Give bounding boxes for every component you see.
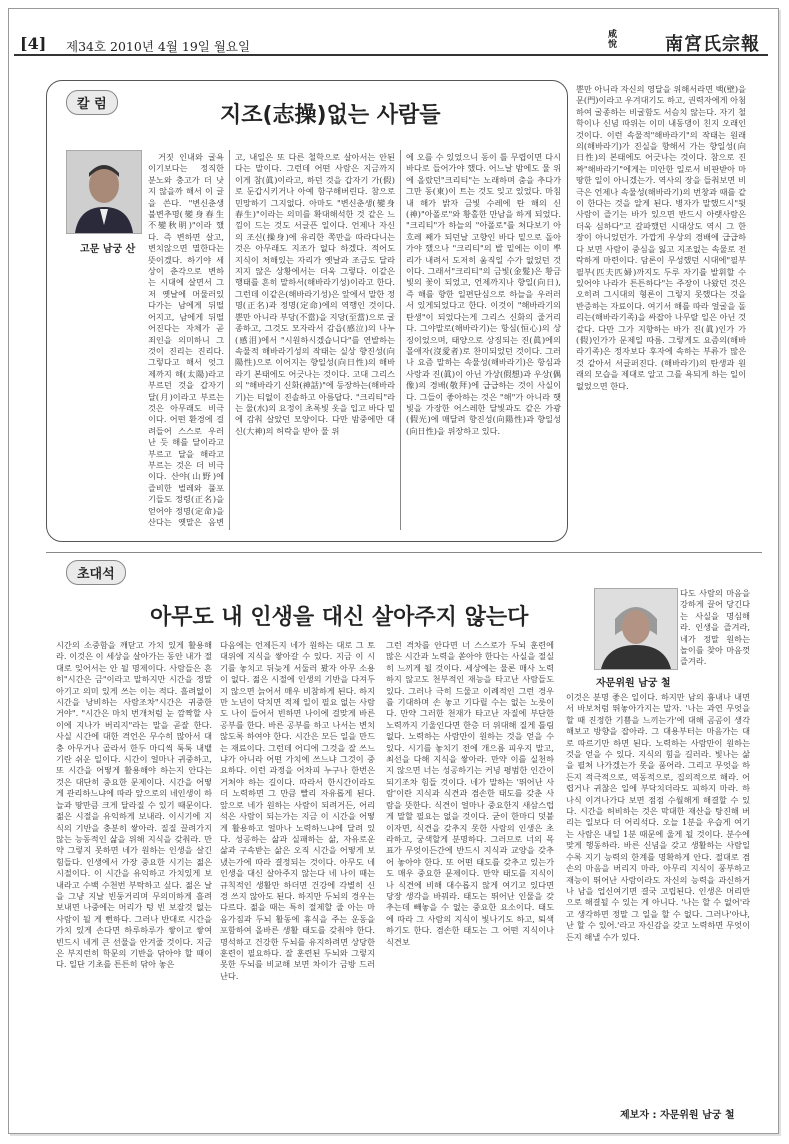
- issue-date: 제34호 2010년 4월 19일 월요일: [66, 39, 251, 54]
- masthead-small: 咸悅: [608, 30, 618, 50]
- column-text-col1: 거짓 인내와 굴욕이기보다는 정직한 분노와 충고가 더 낫지 않을까 해서 이 글을 쓴다. "변신춘생 불변추명(變身春生 不變秋明)"이라 했다. 즉 변하면 살고, 변치않으면 멸한다는 뜻이겠다. 하기야 세상이 춘각으로 변하는 시대에 살면서 그저 옛날에 머물러있다가는 남에게 뒤떨어지고, 남에게 뒤떨어진다는 자체가 곧 죄인을 의미하니 그것이 진리는 진리다. 그렇다고 해서 엇그제까지 해(太陽)라고 부르던 것을 갑자기 달(月)이라고 부르는 것은 아무래도 비극이다. 어떤 환경에 걸려들어 스스로 우러난 듯 해를 달이라고 부르고 달을 해라고 부르는 것은 더 비극이다. 산야(山野)에 즐비한 벌레와 풀포기들도 정령(正名)을 얻어야 정명(定命)을 산다는 옛말은 음변: [148, 152, 224, 527]
- masthead: 南宮氏宗報: [665, 34, 760, 55]
- column-text-col4: 뿐만 아니라 자신의 영달을 위해서라면 백(壁)을 문(門)이라고 우겨대기도 하고, 권력자에게 아첨하여 굴종하는 비굴함도 서슴치 않는다. 자기 철학이나 신념 따위는 이미 내동댕이 친지 오래인 것이다. 이런 속물적"해바라기"의 작태는 원래의(해바라기)가 진실을 향해서 가는 향일성(向日性)의 본태에도 어긋나는 것이다. 참으로 진짜"해바라기"에게는 미안한 일로서 비판받아 마땅한 일이 아니겠는가. 역사의 장을 들춰보면 비극은 언제나 속물성(해바라기)의 번창과 때를 같이 한다는 것을 알게 된다. 병자가 말했드시"뒷사람이 즐기는 바가 있으면 반드시 아랫사람은 더욱 심하다"고 갈파했던 시대상도 역시 그 한 장이 아니었던가. 가깝게 우상의 경배에 급급하다 보면 사람이 중심을 잃고 지조없는 속물로 전락하게 마련이다. 담론이 무성했던 시대에"필부필부(匹夫匹婦)까지도 두루 자기를 발휘할 수 있어야 나라가 튼튼하다"는 주장이 나왔던 것은 오히려 그시대의 형론이 그렇지 못했다는 것을 반증하는 자료이다. 여기서 해를 따라 얼굴을 돌리는(해바라기족)을 싸잡아 나무랄 일은 아닌 것 같다. 다만 그가 지향하는 바가 진(眞)인가 가(假)인가가 문제일 따름. 그렇게도 요즘의(해바라기족)은 정자보다 후자에 속하는 부류가 많은 것 같아서 서글퍼진다. (해바라기)의 탄생과 원래의 모습을 제대로 알고 그를 욕되게 하는 일이 없었으면 한다.: [576, 84, 746, 391]
- essay-tag: 초대석: [66, 560, 126, 585]
- essay-author-caption: 자문위원 남궁 철: [596, 678, 671, 689]
- essay-text-col4b: 이것은 분명 좋은 일이다. 하지만 남의 흉내나 내면서 바보처럼 뛰놓아가지는 말자. '나는 과연 무엇을 할 때 진정한 기쁨을 느끼는가'에 대해 곰곰이 생각해보고 방향을 잡아라. 그 대용부터는 마음가는 대로 따르기만 하면 된다. 노력하는 사람만이 원하는 것을 얻을 수 있다. 지식의 힘을 길러라. 빛나는 삶을 펼쳐 나가겠는가 못을 품어라. 그리고 무엇을 하든지 적극적으로, 역동적으로, 집의적으로 해라. 어렵거나 귀찮은 일에 부닥치더라도 피하지 마라. 하나식 이겨나가다 보면 점점 수월해게 해결할 수 있다. 시간을 허비하는 것은 막대한 재산을 탕진해 버리는 일보다 더 어리석다. 오늘 1분을 우습게 여기는 사람은 내일 1분 때문에 울게 될 것이다. 분수에 맞게 행동하라. 바른 신념을 갖고 생활하는 사람일수록 지기 능력의 한계를 명확하게 안다. 절대로 겸손의 마음을 버리지 마라, 아무리 지식이 풍부하고 재능이 뛰어난 사람이라도 자신의 능력을 과신하거나 남을 업신여기면 결국 고립된다. 인생은 머리만으로 해결될 수 있는 게 아니다. '나는 할 수 없어'라고 생각하면 정말 그 일을 할 수 없다. 그러나'아냐, 난 할 수 있어.'라고 자신감을 갖고 노력하면 무엇이든지 해낼 수가 있다.: [566, 692, 750, 942]
- column-title: 지조(志操)없는 사람들: [220, 103, 441, 128]
- essay-text-col1: 시간의 소중함을 깨닫고 가치 있게 활용해라. 이것은 이 세상을 살아가는 동안 내가 절대로 잊어서는 안 될 명제이다. 사람들은 흔히"시간은 금"이라고 말하지만 시간을 정말 아기고 의미 있게 쓰는 이는 적다. 흘려없이 시간을 낭비하는 사람조차"시간은 귀중한 거야". "시간은 마치 번개처럼 눈 깜짝할 사이에 지나가 버리지"라는 말을 곧잘 한다. 사실 시간에 대한 격언은 무수히 많아서 대충 아무거나 골라서 한두 마디씩 툭툭 내뱉기란 쉬운 일이다. 시간이 얼마나 귀중하고, 또 시간을 어떻게 활용해야 하는지 안다는 것은 대단히 중요한 문제이다. 시간을 어떻게 관리하느냐에 따라 앞으로의 네인생이 하늘과 땅만큼 크게 달라질 수 있기 때문이다. 젊은 시절을 유익하게 보내라. 이시기에 지식의 기반을 충분히 쌓아라. 질질 끌려가지 않는 능동적인 삶을 위해 지식을 갖춰라. 만약 그렇지 못하면 네가 원하는 인생을 살긴 힘들다. 인생에서 가장 중요한 시기는 젊은 시절이다. 이 시간을 유익하고 가치있게 보내라고 수백 수천번 부탁하고 싶다. 젊은 날을 그냥 지날 빈둥거리며 무의미하게 흘려 보내면 나중에는 머리가 텅 빈 보잘것 없는 사람이 될 게 뻔하다. 그러나 반대로 시간을 가치 있게 손다면 하루하루가 쌓이고 쌓여 빈드시 네게 큰 선물을 안겨줄 것이다. 지금은 부지런히 학문의 기반을 닦아야 할 때이다. 일단 기초를 튼튼히 닦아 놓은: [56, 640, 212, 970]
- column-author-caption: 고문 남궁 산: [80, 244, 136, 255]
- page-number: [4]: [20, 34, 47, 53]
- essay-text-col2: 다음에는 언제든지 네가 원하는 대로 그 토대위에 지식을 쌓아갈 수 있다. 지금 이 시기를 놓치고 뒤늦게 서둘러 봤자 아무 소용이 없다. 젊은 시절에 인생의 기반을 다져두지 않으면 늙어서 매우 비참하게 된다. 하지만 노년이 닥치면 적제 일이 필요 없는 사람도 나이 들어서 빈하면 나이에 걸맞게 바른 공부를 한다. 바른 공부를 하고 나서는 변치 않도록 하여야 한다. 시간은 모든 일을 만드는 재료이다. 그런데 어디에 그것을 잘 쓰느냐가 아니라 어떤 가치에 쓰느냐 그것이 중요하다. 이런 과정을 어차피 누구나 한번은 거쳐야 하는 길이다. 따라서 한시간이라도 더 노력하면 그 만큼 빨리 자유롭게 된다. 앞으로 네가 원하는 사람이 되려거든, 어리석은 사람이 되는가는 지금 이 시간을 어떻게 활용하고 얼마나 노력하느냐에 달려 있다. 성공하는 삶과 실패하는 삶, 자유로운 삶과 구속받는 삶은 오직 시간을 어떻게 보냈는가에 따라 결정되는 것이다. 아무도 네 인생을 대신 살아주지 않는다 네 나이 때는 규칙적인 생활만 하더면 건강에 각별히 신경 쓰지 않아도 된다. 하지만 두뇌의 경우는 다르다. 젊을 때는 특히 절제할 줄 아는 마음가짐과 두뇌 활동에 휴식을 주는 운동을 포함하여 올바른 생활 태도를 갖춰야 한다. 명석하고 건강한 두뇌를 유지하려면 상당한 훈련이 필요하다. 잘 훈련된 두뇌와 그렇지 못한 두뇌를 비교해 보면 차이가 금방 드러난다.: [220, 640, 375, 981]
- column-text-col2: 고, 내일은 또 다른 철학으로 살아서는 안된다는 말이다. 그런데 어떤 사람은 지금까지 이게 참(眞)이라고, 하던 것을 갑자기 가(假)로 둔갑시키거나 아예 함구해버린다. 참으로 민망하기 그지없다. 아마도 "변신춘생(變身春生)"이라는 의미를 확대해석한 것 같은 느낌이 드는 것도 서글픈 일이다. 언제나 자신의 조신(操身)에 유리한 쪽만을 따라다니는 것은 아무래도 지조가 없다 하겠다. 적어도 지식이 처해있는 자리가 옛날과 조금도 달라지지 않은 상황에서는 더욱 그렇다. 이같은 행태를 흔히 말하서(해바라기성)이라고 한다. 그런데 이같은(해바라기성)은 앞에서 말한 정명(正名)과 정명(定命)에의 역행인 것이다. 뿐만 아니라 부당(不當)을 지당(至當)으로 굴종하고, 그것도 모자라서 감읍(感泣)의 나누(感泪)에서 "시원하시겠습니다"를 연발하는 속물적 해바라기성의 작태는 실상 향진성(向陽性)으로 이어지는 향일성(向日性)의 해바라기 본태에도 어긋나는 것이다. 고대 그리스의 "해바라기 신화(神話)"에 등장하는(해바라기)는 티없이 진솔하고 아름답다. "크리티"라는 물(水)의 요정이 초록빛 옷을 입고 바다 밑에 감춰 살았던 모양이다. 다만 밤중에만 대신(大神)의 허락을 받아 물 위: [235, 152, 395, 436]
- author-photo: [66, 150, 142, 234]
- page-header: [14, 28, 768, 56]
- essay-title: 아무도 내 인생을 대신 살아주지 않는다: [150, 605, 529, 630]
- column-tag: 칼 럼: [66, 90, 118, 115]
- essay-text-col3: 그런 격차를 안다면 너 스스로가 두뇌 훈련에 많은 시간과 노력을 쏟아야 한다는 사실을 절실히 느끼게 될 것이다. 세상에는 물론 매사 노력하지 않고도 천부적인 재능을 타고난 사람들도 있다. 그러나 극히 드물고 이례적인 그런 경우를 기대하며 손 놓고 기다릴 수는 없는 노릇이다. 만약 그러한 천재가 타고난 자질에 부단한 노력까지 기울인다면 한층 더 위대해 질게 틀림없다. 노력하는 사람만이 원하는 것을 얻을 수 있다. 시기를 놓치기 전에 개으름 피우지 말고, 최선을 다해 지식을 쌓아라. 만약 이를 실천하지 않으면 너는 성공하기는 커녕 평범한 인간이 되기조차 힘들 것이다. 네가 말하는 '뛰어난 사람'이란 지식과 식견과 겸손한 태도를 갖춘 사람을 뜻한다. 식견이 얼마나 중요한지 새삼스럽게 말할 필요는 없을 것이다. 굳이 한마디 덧붙이자면, 식견을 갖추지 못한 사람의 인생은 초라하고, 궁색할게 분명하다. 그러므로 너의 목표가 무엇이든간에 반드시 지식과 교양을 갖추어 놓아야 한다. 또 어떤 태도를 갖추고 있는가도 매우 중요한 문제이다. 만약 태도를 지식이나 식견에 비해 대수롭지 않게 여기고 있다면 당장 생각을 바꿔라. 태도는 뛰어난 인물을 갖추는데 빼놓을 수 없는 중요한 요소이다. 태도에 따라 그 사람의 지식이 빛나기도 하고, 퇴색하기도 한다. 겸손한 태도는 그 어떤 지식이나 식견보: [386, 640, 554, 947]
- portrait-icon: [67, 151, 141, 233]
- essay-signature: 제보자 : 자문위원 남궁 철: [620, 1110, 735, 1121]
- column-divider: [400, 150, 401, 530]
- portrait-icon: [595, 589, 677, 669]
- column-divider: [229, 150, 230, 530]
- section-separator: [46, 552, 762, 553]
- essay-text-col4a: 다도 사람의 마음을 강하게 끌어 당긴다는 사실을 명심해라. 인생을 즐겨라, 네가 정말 원하는 놀이를 찾아 마음껏 즐겨라.: [680, 588, 750, 667]
- essay-author-photo: [594, 588, 678, 670]
- column-text-col3: 에 오를 수 있었으니 동이 틀 무렵이면 다시 바다로 들어가야 했다. 어느날 밤에도 물 위에 올랐던"크리티"는 노래하며 춤을 추다가 그만 동(東)이 트는 것도 잊고 있었다. 마침내 해가 밝자 금빛 수레에 탄 해의 신(神)"아폴로"와 황홀한 만남을 하게 되었다. "크리티"가 하늘의 "아폴로"를 쳐다보기 아흐레 째가 되던날 고향인 바다 밑으로 돌아가야 했으나 "크리티"의 발 밑에는 이미 뿌리가 내려서 도저히 움직일 수가 없었던 것이다. 그래서"크리티"의 금빛(金髮)은 황금빛의 꽃이 되었고, 언제까지나 향일(向日), 즉 해를 향한 일편단심으로 하늘을 우러러 서 있게되었다고 한다. 이것이 "해바라기의 탄생"이 되었다는게 그리스 신화의 줄거리다. 그야말로(해바라기)는 항심(恒心)의 상징이었으며, 태양으로 상징되는 진(眞)에의 몰애자(沒愛者)로 찬미되었던 것이다. 그러나 요즘 말하는 속물성(해바라기)은 항심과 사랑과 진(眞)이 아닌 가상(假想)과 우상(偶像)의 경배(敬拜)에 급급하는 것이 사실이다. 그들이 좋아하는 것은 "해"가 아니라 햇빛을 가장한 어스레한 달빛과도 같은 가광(假光)에 매달려 향진성(向陽性)과 향일성(向日性)을 위장하고 있다.: [406, 152, 561, 436]
